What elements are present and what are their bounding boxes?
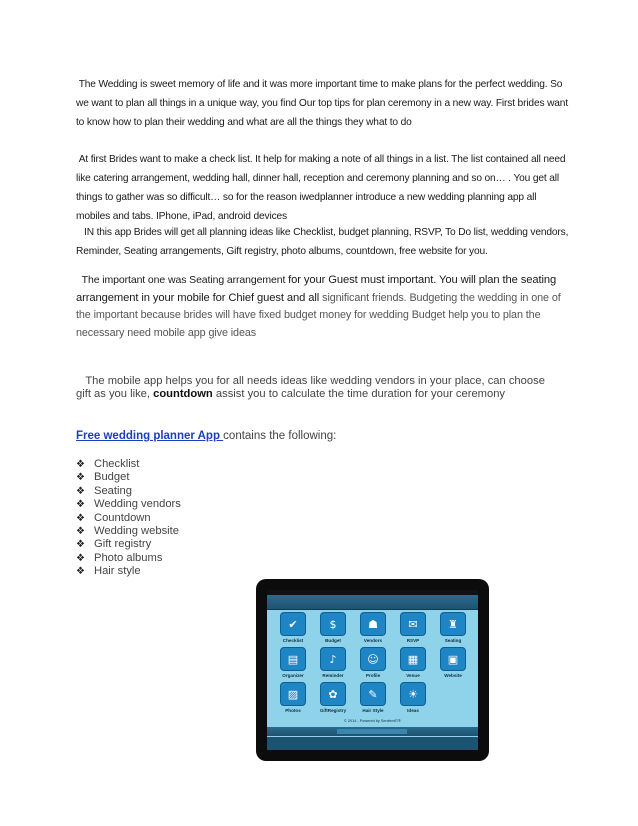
app-tile-label: Photos: [285, 708, 301, 713]
app-copyright: © 2014 - Powered by SentientIT®: [344, 719, 401, 723]
seating-text-a: The important one was Seating arrangement: [81, 274, 289, 286]
paragraph-intro: [76, 75, 572, 132]
app-tile-rsvp: [393, 612, 433, 643]
app-tile-label: Reminder: [322, 673, 344, 678]
seating-text-b: for your Guest must important. You will plan the seating arrangement in your mobile for Chief guest and all: [76, 274, 557, 304]
app-tile-label: Seating: [444, 638, 462, 643]
hair-style-icon: ✎: [360, 682, 386, 706]
feature-list-item: [76, 471, 181, 484]
feature-label: Seating: [94, 484, 132, 497]
paragraph-mobile-app: [76, 375, 556, 400]
feature-list-item: [76, 485, 181, 498]
app-tile-label: Budget: [325, 638, 341, 643]
app-bottom-bar: [267, 737, 478, 750]
feature-list-item: [76, 512, 181, 525]
app-tile-budget: [313, 612, 353, 643]
rsvp-icon: ✉: [400, 612, 426, 636]
app-tile-checklist: [273, 612, 313, 643]
feature-list-item: [76, 565, 181, 578]
feature-label: Countdown: [94, 511, 151, 524]
photos-icon: ▨: [280, 682, 306, 706]
app-tile-reminder: [313, 647, 353, 678]
app-tile-organizer: [273, 647, 313, 678]
diamond-bullet-icon: ❖: [76, 552, 85, 564]
app-tile-label: RSVP: [406, 638, 420, 643]
app-header-bar: [267, 595, 478, 610]
diamond-bullet-icon: ❖: [76, 512, 85, 524]
free-wedding-planner-link[interactable]: Free wedding planner App: [76, 430, 224, 442]
paragraph-contains: [76, 430, 336, 442]
app-tile-label: Ideas: [407, 708, 419, 713]
tablet-screen: [267, 590, 478, 750]
app-tile-seating: [433, 612, 473, 643]
feature-list-item: [76, 552, 181, 565]
feature-label: Checklist: [94, 458, 140, 470]
venue-icon: ▦: [400, 647, 426, 671]
countdown-bold: countdown: [153, 387, 213, 400]
paragraph-checklist-text: At first Brides want to make a check list. It help for making a note of all things in a list. The list contained all need like catering arrangement, wedding hall, dinner hall, reception and ceremony planning and so on… . You get all things to gather was so difficult… so for the reason iwedplanner introduce a new wedding planning app all mobiles and tabs. IPhone, iPad, android devices: [76, 154, 566, 222]
diamond-bullet-icon: ❖: [76, 525, 85, 537]
app-tile-label: Checklist: [282, 638, 304, 643]
paragraph-features: [76, 223, 572, 261]
app-tile-photos: [273, 682, 313, 713]
feature-list-item: [76, 498, 181, 511]
giftregistry-icon: ✿: [320, 682, 346, 706]
app-tile-label: Vendors: [363, 638, 383, 643]
profile-icon: ☺: [360, 647, 386, 671]
budget-icon: $: [320, 612, 346, 636]
website-icon: ▣: [440, 647, 466, 671]
app-tile-label: Profile: [365, 673, 381, 678]
organizer-icon: ▤: [280, 647, 306, 671]
diamond-bullet-icon: ❖: [76, 485, 85, 497]
footer-button: [337, 729, 407, 734]
diamond-bullet-icon: ❖: [76, 472, 85, 484]
reminder-icon: ♪: [320, 647, 346, 671]
feature-label: Gift registry: [94, 538, 152, 551]
feature-list-item: [76, 538, 181, 551]
feature-label: Wedding vendors: [94, 498, 181, 511]
diamond-bullet-icon: ❖: [76, 566, 85, 578]
paragraph-intro-text: The Wedding is sweet memory of life and it was more important time to make plans for the perfect wedding. So we want to plan all things in a unique way, you find Our top tips for plan ceremony in a new way. First brides want to know how to plan their wedding and what are all the things they what to do: [76, 79, 569, 128]
mobile-app-text-a: The mobile app helps you for all needs ideas like wedding vendors in your place, can choose gift as you like,: [76, 375, 545, 400]
feature-list-item: [76, 458, 181, 471]
diamond-bullet-icon: ❖: [76, 539, 85, 551]
seating-text-c: significant friends. Budgeting the wedding in one of the important because brides will have fixed budget money for wedding Budget help you to plan the necessary need mobile app give ideas: [76, 291, 561, 339]
app-tile-label: Website: [444, 673, 462, 678]
app-tile-ideas: [393, 682, 433, 713]
app-tile-label: Hair Style: [362, 708, 384, 713]
app-tile-label: Venue: [406, 673, 420, 678]
app-tile-website: [433, 647, 473, 678]
feature-list-item: [76, 525, 181, 538]
paragraph-features-text: IN this app Brides will get all planning ideas like Checklist, budget planning, RSVP, To Do list, wedding vendors, Reminder, Seating arrangements, Gift registry, photo albums, countdown, free website for you.: [76, 227, 569, 257]
tablet-image: [256, 579, 489, 761]
app-tile-vendors: [353, 612, 393, 643]
feature-label: Wedding website: [94, 524, 179, 537]
app-icon-grid: [273, 612, 473, 713]
app-tile-label: Organizer: [282, 673, 304, 678]
diamond-bullet-icon: ❖: [76, 499, 85, 511]
contains-text: contains the following:: [223, 430, 337, 442]
feature-list: [76, 458, 181, 579]
feature-label: Budget: [94, 471, 130, 484]
app-tile-venue: [393, 647, 433, 678]
app-tile-giftregistry: [313, 682, 353, 713]
checklist-icon: ✔: [280, 612, 306, 636]
mobile-app-text-c: assist you to calculate the time duration for your ceremony: [212, 387, 506, 400]
ideas-icon: ☀: [400, 682, 426, 706]
app-tile-hair-style: [353, 682, 393, 713]
paragraph-checklist: [76, 150, 572, 226]
app-tile-label: GiftRegistry: [319, 708, 347, 713]
feature-label: Photo albums: [94, 551, 163, 564]
vendors-icon: ☗: [360, 612, 386, 636]
seating-icon: ♜: [440, 612, 466, 636]
diamond-bullet-icon: ❖: [76, 459, 85, 470]
feature-label: Hair style: [94, 565, 141, 578]
app-tile-profile: [353, 647, 393, 678]
paragraph-seating: [76, 272, 576, 342]
app-footer-bar: [267, 727, 478, 736]
